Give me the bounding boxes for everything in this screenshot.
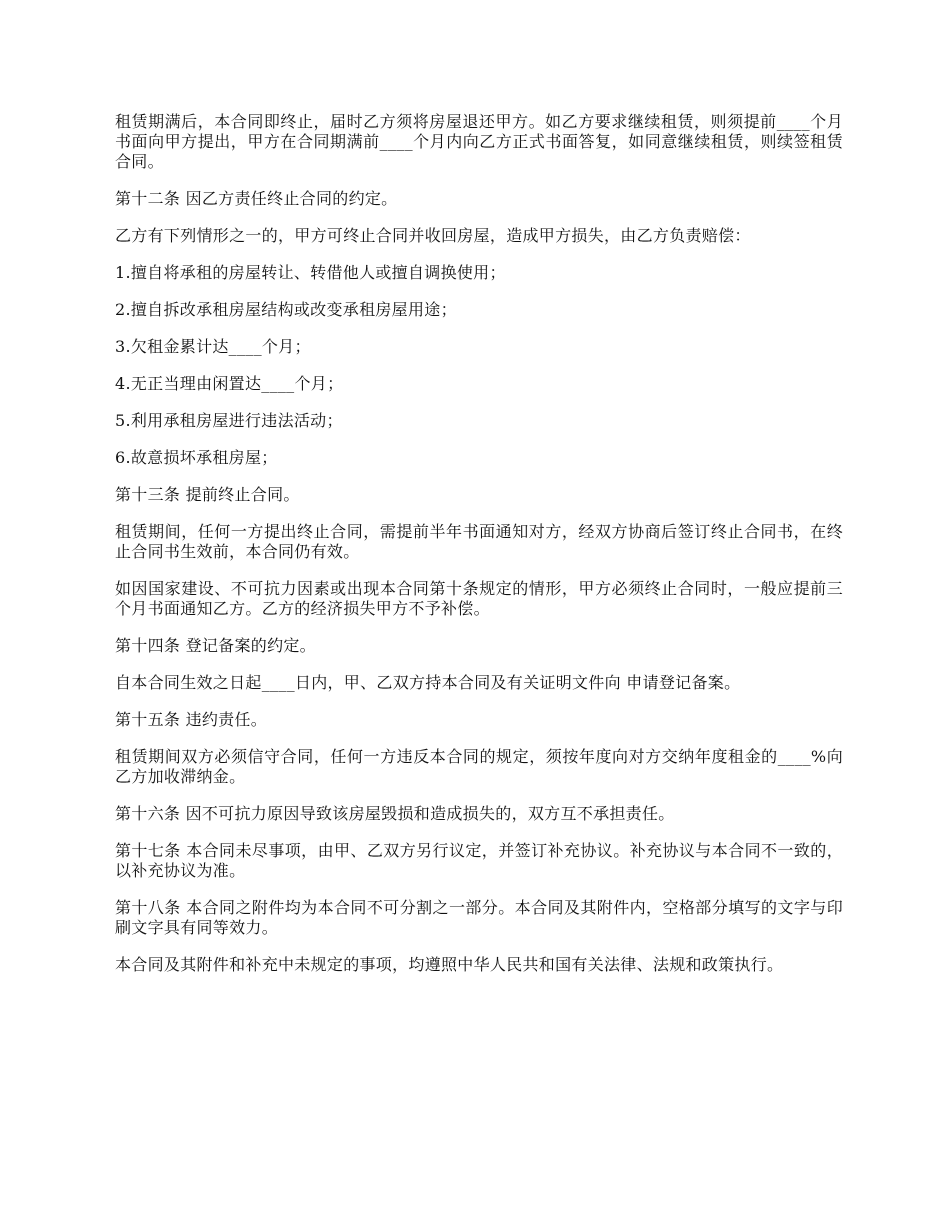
clause-13-heading: 第十三条 提前终止合同。 [115, 485, 300, 504]
paragraph-force-majeure-termination: 如因国家建设、不可抗力因素或出现本合同第十条规定的情形，甲方必须终止合同时，一般应提前三个月书面通知乙方。乙方的经济损失甲方不予补偿。 [115, 579, 843, 618]
clause-14-heading: 第十四条 登记备案的约定。 [115, 636, 316, 655]
list-item-4: 4.无正当理由闲置达____个月； [115, 374, 344, 393]
clause-15-heading: 第十五条 违约责任。 [115, 710, 268, 729]
paragraph-lease-expiry: 租赁期满后，本合同即终止，届时乙方须将房屋退还甲方。如乙方要求继续租赁，则须提前____个月书面向甲方提出，甲方在合同期满前____个月内向乙方正式书面答复，如同意继续租赁，则续签租赁合同。 [115, 112, 843, 171]
paragraph-breach-liability: 租赁期间双方必须信守合同，任何一方违反本合同的规定，须按年度向对方交纳年度租金的____%向乙方加收滞纳金。 [115, 747, 843, 786]
list-item-2: 2.擅自拆改承租房屋结构或改变承租房屋用途； [115, 300, 457, 319]
paragraph-termination-conditions: 乙方有下列情形之一的，甲方可终止合同并收回房屋，造成甲方损失，由乙方负责赔偿： [115, 226, 751, 245]
list-item-6: 6.故意损坏承租房屋； [115, 448, 278, 467]
clause-12-heading: 第十二条 因乙方责任终止合同的约定。 [115, 189, 398, 208]
clause-17: 第十七条 本合同未尽事项，由甲、乙双方另行议定，并签订补充协议。补充协议与本合同不一致的，以补充协议为准。 [115, 841, 843, 880]
list-item-1: 1.擅自将承租的房屋转让、转借他人或擅自调换使用； [115, 263, 506, 282]
clause-16: 第十六条 因不可抗力原因导致该房屋毁损和造成损失的，双方互不承担责任。 [115, 804, 675, 823]
paragraph-early-termination: 租赁期间，任何一方提出终止合同，需提前半年书面通知对方，经双方协商后签订终止合同书，在终止合同书生效前，本合同仍有效。 [115, 522, 843, 561]
paragraph-registration: 自本合同生效之日起____日内，甲、乙双方持本合同及有关证明文件向 申请登记备案。 [115, 673, 741, 692]
list-item-5: 5.利用承租房屋进行违法活动； [115, 411, 343, 430]
clause-18: 第十八条 本合同之附件均为本合同不可分割之一部分。本合同及其附件内，空格部分填写的文字与印刷文字具有同等效力。 [115, 898, 843, 937]
paragraph-governing-law: 本合同及其附件和补充中未规定的事项，均遵照中华人民共和国有关法律、法规和政策执行。 [115, 955, 784, 974]
document-body [115, 112, 843, 992]
list-item-3: 3.欠租金累计达____个月； [115, 337, 311, 356]
